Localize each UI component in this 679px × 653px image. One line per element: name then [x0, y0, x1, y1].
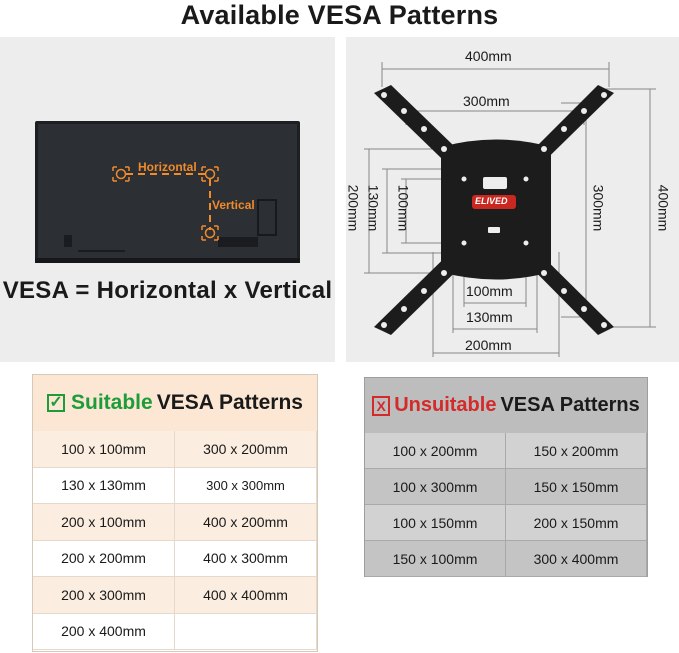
table-cell: 100 x 200mm: [365, 433, 506, 469]
table-cell: 300 x 400mm: [506, 541, 647, 577]
unsuitable-patterns-card: [364, 377, 648, 577]
unsuitable-table: [365, 433, 647, 577]
table-cell: 150 x 100mm: [365, 541, 506, 577]
check-icon: ✓: [47, 394, 65, 412]
table-cell: 400 x 300mm: [175, 541, 317, 578]
port-icon: [64, 235, 72, 247]
dim-right-300: 300mm: [590, 184, 607, 232]
table-cell: 150 x 150mm: [506, 469, 647, 505]
unsuitable-header-rest: VESA Patterns: [500, 394, 640, 416]
suitable-header: [33, 375, 317, 431]
table-cell: 100 x 100mm: [33, 431, 175, 468]
dim-left-100: 100mm: [395, 184, 412, 232]
mount-hole-icon: [202, 226, 218, 240]
vertical-label: Vertical: [212, 198, 255, 212]
dim-left-130: 130mm: [365, 184, 382, 232]
suitable-table: [33, 431, 317, 650]
table-cell: 300 x 200mm: [175, 431, 317, 468]
table-cell: 200 x 100mm: [33, 504, 175, 541]
table-cell: 200 x 300mm: [33, 577, 175, 614]
dim-bottom-130: 130mm: [466, 309, 513, 325]
table-cell: 200 x 400mm: [33, 614, 175, 651]
table-cell: 400 x 200mm: [175, 504, 317, 541]
table-cell: 400 x 400mm: [175, 577, 317, 614]
vesa-formula: VESA = Horizontal x Vertical: [2, 277, 333, 304]
dim-bottom-200: 200mm: [465, 337, 512, 353]
horizontal-label: Horizontal: [138, 160, 197, 174]
table-cell: 130 x 130mm: [33, 468, 175, 505]
suitable-word: Suitable: [71, 391, 153, 414]
brand-logo-text: ELIVED: [475, 196, 508, 206]
dim-right-400: 400mm: [655, 184, 672, 232]
unsuitable-header: [365, 378, 647, 433]
page-title: Available VESA Patterns: [180, 0, 499, 30]
suitable-patterns-card: [32, 374, 318, 652]
table-cell: 200 x 200mm: [33, 541, 175, 578]
dim-top-400: 400mm: [465, 48, 512, 64]
x-icon: X: [372, 396, 390, 416]
table-cell: 150 x 200mm: [506, 433, 647, 469]
dim-left-200: 200mm: [345, 184, 362, 232]
unsuitable-word: Unsuitable: [394, 394, 497, 416]
table-cell: 100 x 150mm: [365, 505, 506, 541]
dim-top-300: 300mm: [463, 93, 510, 109]
table-cell: 200 x 150mm: [506, 505, 647, 541]
table-cell: 300 x 300mm: [175, 468, 317, 505]
table-cell: 100 x 300mm: [365, 469, 506, 505]
suitable-header-rest: VESA Patterns: [156, 391, 303, 414]
table-cell: [175, 614, 317, 651]
dim-bottom-100: 100mm: [466, 283, 513, 299]
